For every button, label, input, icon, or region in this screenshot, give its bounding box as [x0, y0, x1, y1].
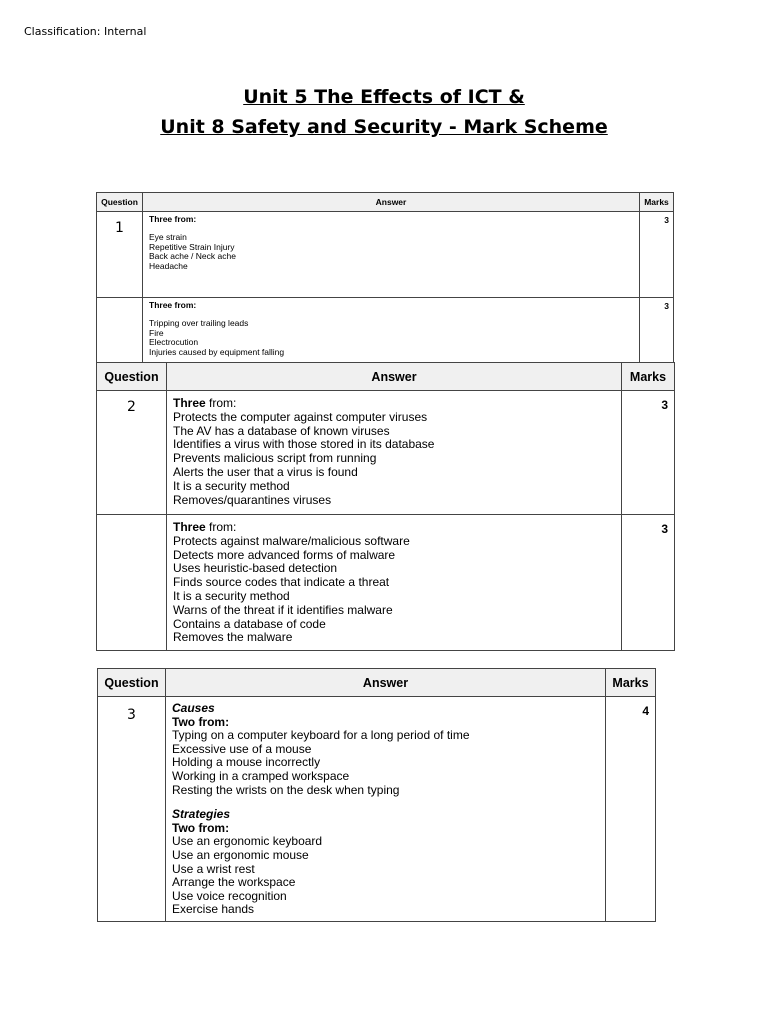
answer-item: Excessive use of a mouse	[172, 741, 312, 756]
answer-lead: Three from:	[173, 520, 237, 534]
answer-lead: Two from:	[172, 714, 230, 729]
answer-item: Repetitive Strain Injury	[149, 241, 235, 252]
answer-item: Use an ergonomic keyboard	[172, 834, 323, 849]
answer-item: Finds source codes that indicate a threat	[173, 575, 390, 590]
answer-cell	[167, 391, 622, 515]
answer-item: Typing on a computer keyboard for a long period of time	[172, 728, 470, 743]
answer-cell	[167, 515, 622, 651]
page-title: Unit 5 The Effects of ICT &	[243, 86, 525, 108]
answer-item: Working in a cramped workspace	[172, 768, 350, 783]
answer-item: Electrocution	[149, 337, 199, 348]
question-number: 3	[98, 697, 166, 922]
classification-label: Classification: Internal	[24, 25, 147, 38]
answer-cell	[143, 212, 640, 298]
answer-item: Alerts the user that a virus is found	[173, 464, 358, 479]
answer-item: Contains a database of code	[173, 616, 326, 631]
question-number-empty	[97, 515, 167, 651]
answer-list	[149, 319, 633, 357]
answer-item: Protects the computer against computer viruses	[173, 409, 428, 424]
answer-item: Eye strain	[149, 232, 187, 243]
marks-value: 3	[622, 515, 675, 651]
answer-item: It is a security method	[173, 588, 290, 603]
question-header: Question	[97, 193, 143, 212]
marks-value: 3	[640, 212, 674, 298]
answer-header: Answer	[143, 193, 640, 212]
answer-item: Detects more advanced forms of malware	[173, 547, 396, 562]
strategies-list	[172, 835, 599, 917]
answer-item: Use voice recognition	[172, 888, 287, 903]
answer-item: Arrange the workspace	[172, 875, 296, 890]
answer-item: Prevents malicious script from running	[173, 451, 377, 466]
strategies-heading: Strategies	[172, 807, 231, 822]
answer-header: Answer	[167, 363, 622, 391]
answer-cell	[166, 697, 606, 922]
answer-item: Use an ergonomic mouse	[172, 847, 309, 862]
answer-list	[173, 411, 615, 508]
answer-item: Removes the malware	[173, 630, 293, 645]
answer-item: Headache	[149, 260, 188, 271]
question-number: 1	[97, 212, 143, 298]
answer-item: Removes/quarantines viruses	[173, 492, 332, 507]
answer-lead: Three from:	[173, 396, 237, 410]
answer-item: Injuries caused by equipment falling	[149, 346, 285, 357]
answer-item: The AV has a database of known viruses	[173, 423, 390, 438]
answer-item: It is a security method	[173, 478, 290, 493]
answer-item: Use a wrist rest	[172, 861, 255, 876]
marks-header: Marks	[622, 363, 675, 391]
question-header: Question	[98, 669, 166, 697]
marks-header: Marks	[606, 669, 656, 697]
marks-header: Marks	[640, 193, 674, 212]
question-number-empty	[97, 298, 143, 364]
answer-item: Resting the wrists on the desk when typing	[172, 782, 400, 797]
answer-item: Identifies a virus with those stored in its database	[173, 437, 435, 452]
marks-value: 3	[640, 298, 674, 364]
causes-heading: Causes	[172, 701, 215, 715]
mark-scheme-table-2	[96, 362, 675, 651]
question-header: Question	[97, 363, 167, 391]
mark-scheme-table-3	[97, 668, 656, 922]
answer-item: Warns of the threat if it identifies malware	[173, 602, 393, 617]
answer-item: Uses heuristic-based detection	[173, 561, 338, 576]
answer-item: Tripping over trailing leads	[149, 318, 249, 329]
page-subtitle: Unit 8 Safety and Security - Mark Scheme	[160, 116, 608, 138]
causes-list	[172, 729, 599, 797]
answer-item: Back ache / Neck ache	[149, 251, 236, 262]
answer-item: Fire	[149, 327, 164, 338]
answer-cell	[143, 298, 640, 364]
answer-item: Holding a mouse incorrectly	[172, 755, 321, 770]
answer-lead: Two from:	[172, 820, 230, 835]
answer-list	[173, 535, 615, 645]
answer-header: Answer	[166, 669, 606, 697]
question-number: 2	[97, 391, 167, 515]
marks-value: 4	[606, 697, 656, 922]
answer-lead: Three from:	[149, 300, 197, 310]
answer-item: Exercise hands	[172, 902, 255, 917]
answer-item: Protects against malware/malicious software	[173, 533, 410, 548]
answer-lead: Three from:	[149, 214, 197, 224]
mark-scheme-table-1	[96, 192, 674, 364]
answer-list	[149, 233, 633, 271]
marks-value: 3	[622, 391, 675, 515]
